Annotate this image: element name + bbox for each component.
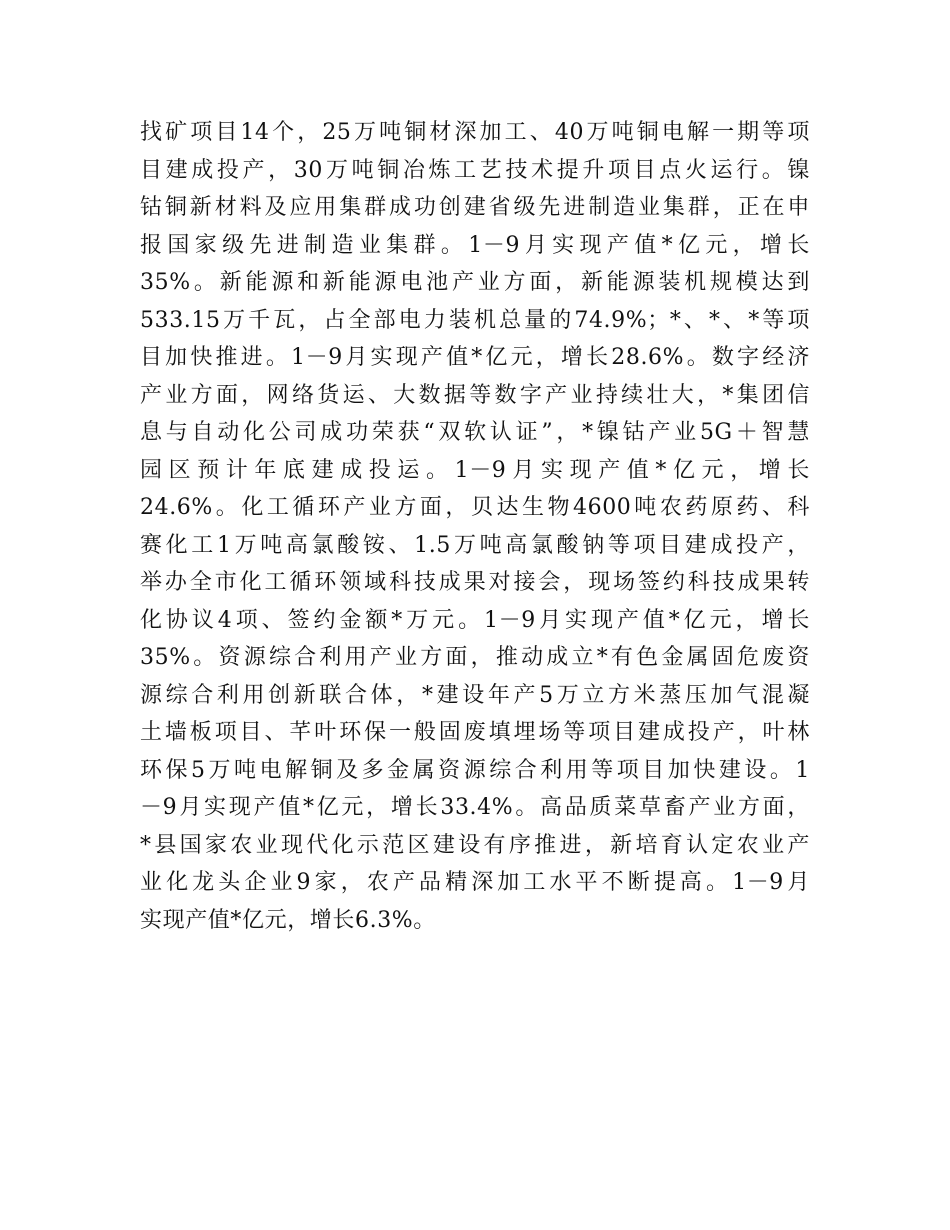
text-line: 钴铜新材料及应用集群成功创建省级先进制造业集群，正在申 [140, 195, 810, 220]
text-line: 土墙板项目、芊叶环保一般固废填埋场等项目建成投产，叶林 [140, 720, 810, 745]
text-line: 环保5万吨电解铜及多金属资源综合利用等项目加快建设。1 [140, 757, 810, 783]
text-line: 35%。新能源和新能源电池产业方面，新能源装机规模达到 [140, 270, 810, 295]
text-line: 报国家级先进制造业集群。1－9月实现产值*亿元，增长 [140, 232, 810, 258]
text-line: 化协议4项、签约金额*万元。1－9月实现产值*亿元，增长 [140, 607, 810, 633]
text-line: 目建成投产，30万吨铜冶炼工艺技术提升项目点火运行。镍 [140, 157, 810, 183]
text-line: 实现产值*亿元，增长6.3%。 [140, 907, 436, 933]
text-line: 找矿项目14个，25万吨铜材深加工、40万吨铜电解一期等项 [140, 120, 810, 145]
text-line: *县国家农业现代化示范区建设有序推进，新培育认定农业产 [140, 832, 810, 858]
text-line: 目加快推进。1－9月实现产值*亿元，增长28.6%。数字经济 [140, 345, 810, 370]
text-line: 园区预计年底建成投运。1－9月实现产值*亿元，增长 [140, 457, 810, 483]
text-line: －9月实现产值*亿元，增长33.4%。高品质菜草畜产业方面， [140, 795, 810, 820]
text-line: 产业方面，网络货运、大数据等数字产业持续壮大，*集团信 [140, 382, 810, 408]
text-line: 赛化工1万吨高氯酸铵、1.5万吨高氯酸钠等项目建成投产， [140, 532, 810, 558]
text-line: 业化龙头企业9家，农产品精深加工水平不断提高。1－9月 [140, 870, 810, 895]
text-line: 533.15万千瓦，占全部电力装机总量的74.9%；*、*、*等项 [140, 307, 810, 333]
text-line: 举办全市化工循环领域科技成果对接会，现场签约科技成果转 [140, 570, 810, 595]
text-line: 35%。资源综合利用产业方面，推动成立*有色金属固危废资 [140, 645, 810, 670]
text-line: 源综合利用创新联合体，*建设年产5万立方米蒸压加气混凝 [140, 682, 810, 708]
text-line: 24.6%。化工循环产业方面，贝达生物4600吨农药原药、科 [140, 495, 810, 520]
body-paragraph [140, 114, 810, 939]
text-line: 息与自动化公司成功荣获“双软认证”，*镍钴产业5G＋智慧 [140, 420, 810, 445]
